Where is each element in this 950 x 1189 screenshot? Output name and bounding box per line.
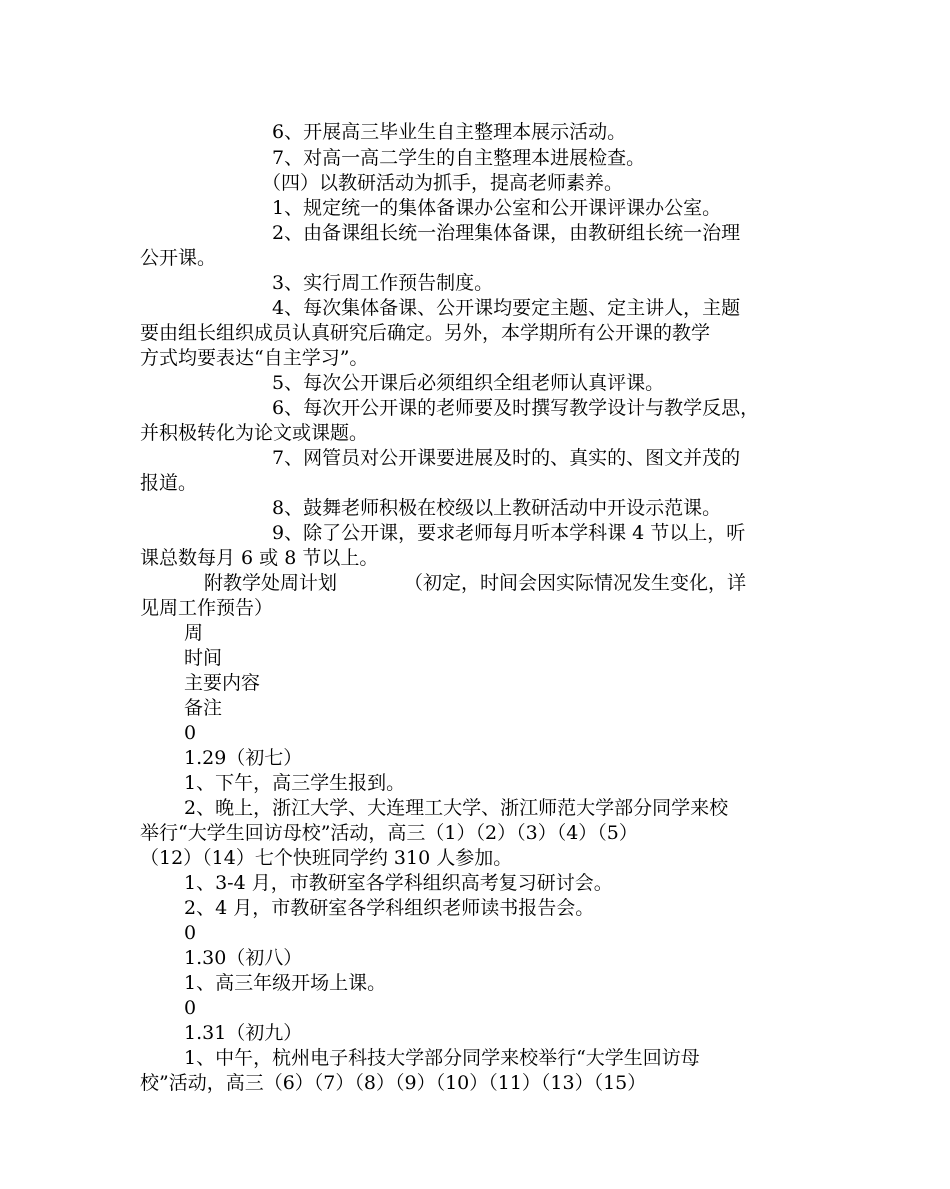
text-line: 1、规定统一的集体备课办公室和公开课评课办公室。 — [272, 197, 722, 219]
text-line: 6、开展高三毕业生自主整理本展示活动。 — [272, 121, 627, 143]
text-line: 3、实行周工作预告制度。 — [272, 272, 494, 294]
table-cell-week: 0 — [184, 922, 197, 944]
text-line: 要由组长组织成员认真研究后确定。另外，本学期所有公开课的教学 — [140, 322, 711, 344]
text-line: 9、除了公开课，要求老师每月听本学科课 4 节以上，听 — [272, 522, 746, 544]
text-line: 课总数每月 6 或 8 节以上。 — [140, 547, 379, 569]
text-line: 5、每次公开课后必须组织全组老师认真评课。 — [272, 372, 665, 394]
table-cell-date: 1.31（初九） — [184, 1022, 303, 1044]
table-cell-week: 0 — [184, 997, 197, 1019]
table-header-content: 主要内容 — [184, 672, 261, 694]
text-line: 7、对高一高二学生的自主整理本进展检查。 — [272, 147, 646, 169]
table-cell-content: 1、中午，杭州电子科技大学部分同学来校举行“大学生回访母 — [184, 1047, 700, 1069]
text-line: 2、由备课组长统一治理集体备课，由教研组长统一治理 — [272, 222, 741, 244]
text-line: 方式均要表达“自主学习”。 — [140, 347, 369, 369]
text-line: 7、网管员对公开课要进展及时的、真实的、图文并茂的 — [272, 447, 741, 469]
section-heading: （四）以教研活动为抓手，提高老师素养。 — [262, 172, 624, 194]
text-line: 报道。 — [140, 472, 198, 494]
table-cell-content: 1、高三年级开场上课。 — [184, 972, 387, 994]
table-cell-content: 2、晚上，浙江大学、大连理工大学、浙江师范大学部分同学来校 — [184, 797, 729, 819]
table-cell-content: 1、下午，高三学生报到。 — [184, 772, 406, 794]
table-cell-remarks: 1、3-4 月，市教研室各学科组织高考复习研讨会。 — [184, 872, 613, 894]
text-line: 并积极转化为论文或课题。 — [140, 422, 369, 444]
table-cell-content: 校”活动，高三（6）（7）（8）（9）（10）（11）（13）（15） — [140, 1072, 647, 1094]
table-cell-date: 1.29（初七） — [184, 747, 303, 769]
plan-title: 附教学处周计划 — [204, 572, 338, 594]
table-cell-content: （12）（14）七个快班同学约 310 人参加。 — [140, 847, 513, 869]
text-line: 8、鼓舞老师积极在校级以上教研活动中开设示范课。 — [272, 497, 722, 519]
text-line: 6、每次开公开课的老师要及时撰写教学设计与教学反思， — [272, 397, 760, 419]
text-line: 公开课。 — [140, 247, 217, 269]
table-header-time: 时间 — [184, 647, 223, 669]
plan-note: （初定，时间会因实际情况发生变化，详 — [404, 572, 747, 594]
text-line: 见周工作预告） — [140, 597, 274, 619]
table-cell-week: 0 — [184, 722, 197, 744]
table-cell-date: 1.30（初八） — [184, 947, 303, 969]
table-cell-content: 举行“大学生回访母校”活动，高三（1）（2）（3）（4）（5） — [140, 822, 638, 844]
table-header-week: 周 — [184, 622, 204, 644]
text-line: 4、每次集体备课、公开课均要定主题、定主讲人，主题 — [272, 297, 741, 319]
table-header-remarks: 备注 — [184, 697, 223, 719]
table-cell-remarks: 2、4 月，市教研室各学科组织老师读书报告会。 — [184, 897, 595, 919]
